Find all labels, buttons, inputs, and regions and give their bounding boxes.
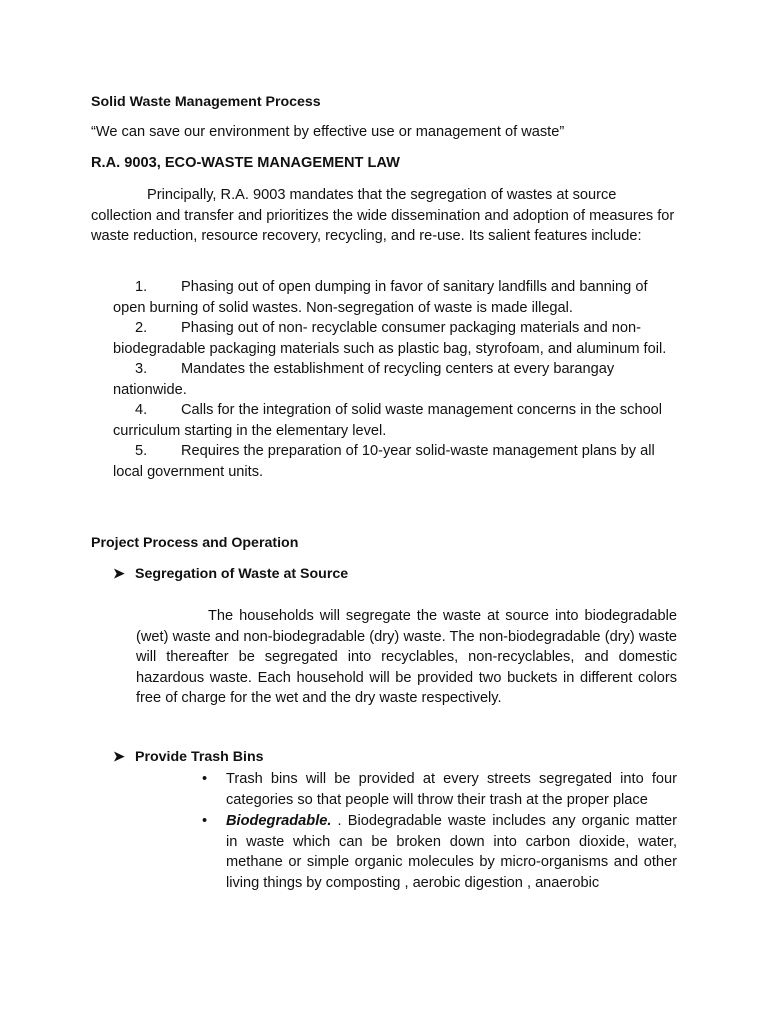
item-number: 3. (135, 361, 148, 377)
item-text: Phasing out of open dumping in favor of sanitary landfills and banning of open burning of solid wastes. Non-segregation of waste is made illegal. (113, 279, 648, 316)
segregation-heading-text: Segregation of Waste at Source (135, 566, 349, 582)
list-item (113, 441, 679, 482)
item-number: 1. (135, 279, 148, 295)
trash-bins-heading-text: Provide Trash Bins (135, 749, 264, 765)
segregation-paragraph (136, 606, 677, 709)
arrow-icon: ➤ (113, 566, 125, 582)
list-item (113, 277, 679, 318)
list-item (113, 400, 679, 441)
arrow-icon: ➤ (113, 749, 125, 765)
segregation-heading (113, 566, 348, 582)
item-text: Phasing out of non- recyclable consumer packaging materials and non-biodegradable packaging materials such as plastic bag, styrofoam, and aluminum foil. (113, 320, 667, 357)
law-heading: R.A. 9003, ECO-WASTE MANAGEMENT LAW (91, 155, 400, 171)
bullet-text: Trash bins will be provided at every streets segregated into four categories so that people will throw their trash at the proper place (226, 771, 677, 808)
trash-bins-list (200, 769, 677, 894)
intro-text: Principally, R.A. 9003 mandates that the segregation of wastes at source collection and transfer and prioritizes the wide dissemination and adoption of measures for waste reduction, resource recovery, recycling, and re-use. Its salient features include: (91, 187, 675, 244)
list-item (200, 769, 677, 810)
item-number: 2. (135, 320, 148, 336)
item-text: Mandates the establishment of recycling centers at every barangay nationwide. (113, 361, 615, 398)
bullet-text: . Biodegradable waste includes any organic matter in waste which can be broken down into carbon dioxide, water, methane or simple organic molecules by micro-organisms and other living things by composting , aerobic digestion , anaerobic (226, 813, 677, 891)
bullet-lead: Biodegradable. (226, 813, 332, 829)
document-title: Solid Waste Management Process (91, 94, 321, 110)
section-heading: Project Process and Operation (91, 535, 299, 551)
list-item (113, 318, 679, 359)
quote: “We can save our environment by effective use or management of waste” (91, 124, 565, 140)
item-number: 4. (135, 402, 148, 418)
features-list (113, 277, 679, 482)
list-item (200, 811, 677, 893)
list-item (113, 359, 679, 400)
item-number: 5. (135, 443, 148, 459)
bullet-icon: • (202, 771, 208, 787)
item-text: Calls for the integration of solid waste management concerns in the school curriculum starting in the elementary level. (113, 402, 663, 439)
item-text: Requires the preparation of 10-year solid-waste management plans by all local government units. (113, 443, 655, 480)
trash-bins-heading (113, 749, 264, 765)
intro-paragraph (91, 185, 677, 247)
bullet-icon: • (202, 813, 208, 829)
segregation-text: The households will segregate the waste at source into biodegradable (wet) waste and non-biodegradable (dry) waste. The non-biodegradable (dry) waste will thereafter be segregated into recyclables, non-recyclables, and domestic hazardous waste. Each household will be provided two buckets in different colors free of charge for the wet and the dry waste respectively. (136, 608, 677, 706)
